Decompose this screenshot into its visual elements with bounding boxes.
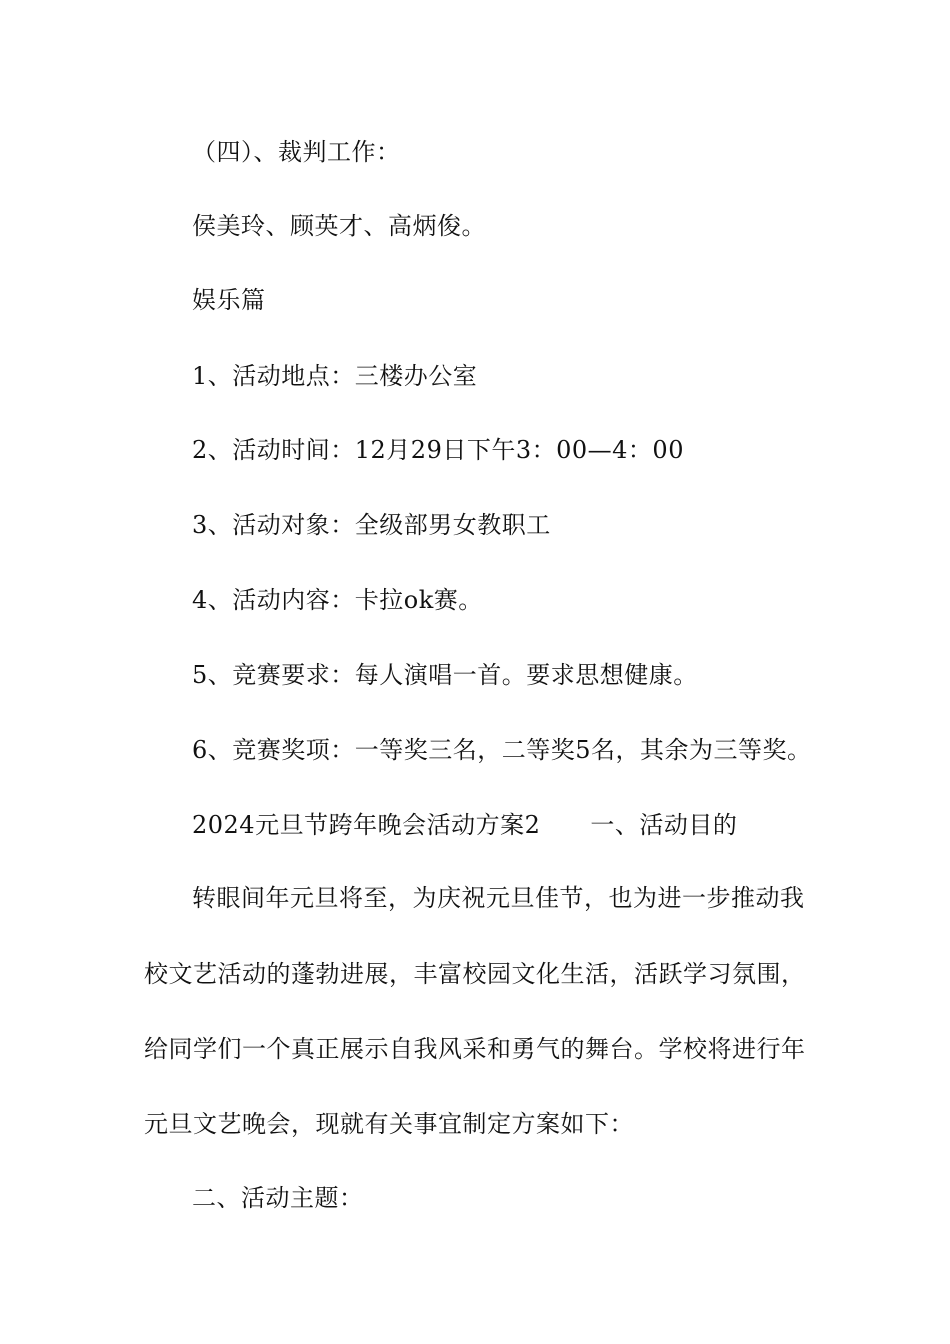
paragraph-line-2: 校文艺活动的蓬勃进展，丰富校园文化生活，活跃学习氛围， [144, 960, 806, 988]
item-participants: 3、活动对象：全级部男女教职工 [192, 511, 551, 539]
paragraph-line-4: 元旦文艺晚会，现就有关事宜制定方案如下： [144, 1110, 634, 1138]
plan-heading [192, 810, 737, 840]
section-entertainment: 娱乐篇 [192, 286, 266, 314]
section-purpose: 一、活动目的 [590, 811, 738, 839]
item-awards: 6、竞赛奖项：一等奖三名，二等奖5名，其余为三等奖。 [192, 736, 812, 764]
item-content: 4、活动内容：卡拉ok赛。 [192, 586, 483, 614]
heading-referee-work: （四）、裁判工作： [192, 138, 401, 166]
paragraph-line-1: 转眼间年元旦将至，为庆祝元旦佳节，也为进一步推动我 [192, 884, 805, 912]
plan-title: 2024元旦节跨年晚会活动方案2 [192, 811, 541, 839]
section-theme: 二、活动主题： [192, 1184, 364, 1212]
item-time: 2、活动时间：12月29日下午3：00—4：00 [192, 436, 684, 464]
item-location: 1、活动地点：三楼办公室 [192, 362, 478, 390]
item-requirements: 5、竞赛要求：每人演唱一首。要求思想健康。 [192, 661, 698, 689]
paragraph-line-3: 给同学们一个真正展示自我风采和勇气的舞台。学校将进行年 [144, 1035, 806, 1063]
referee-names: 侯美玲、顾英才、高炳俊。 [192, 212, 486, 240]
